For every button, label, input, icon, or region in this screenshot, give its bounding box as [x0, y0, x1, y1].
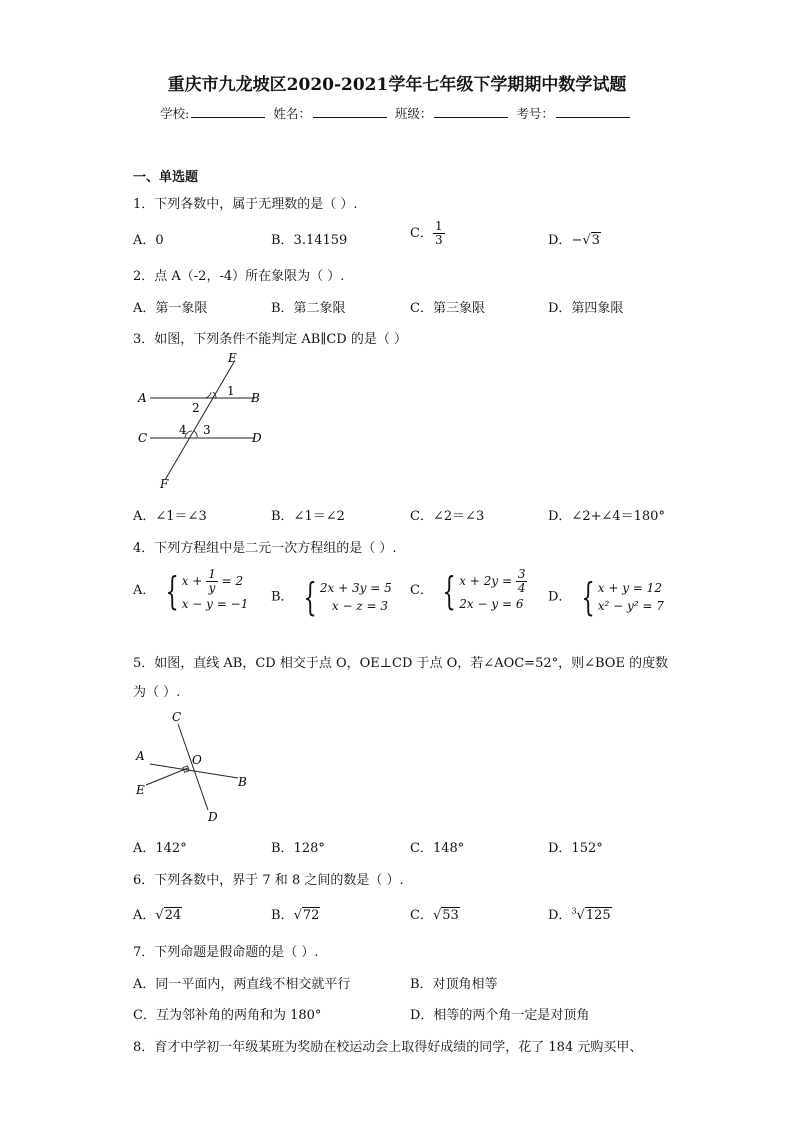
label-c: C: [138, 431, 148, 445]
equation-system-a: [160, 568, 249, 613]
row-fraction: [516, 568, 528, 595]
system-c-row-2: 2x − y = 6: [459, 597, 524, 611]
q6-option-d-prefix: D．: [548, 908, 572, 923]
class-label: 班级：: [394, 106, 433, 121]
q1-option-d-prefix: D．: [548, 233, 572, 248]
label-b: B: [238, 775, 247, 789]
q4-option-a: [133, 568, 248, 613]
q3-option-b: B．∠1＝∠2: [271, 509, 345, 524]
page-title: 重庆市九龙坡区2020-2021学年七年级下学期期中数学试题: [167, 75, 627, 95]
equation-system-d: [576, 575, 664, 619]
school-blank: [191, 105, 265, 118]
school-label: 学校:: [160, 106, 190, 121]
name-blank: [313, 105, 387, 118]
q3-option-a: A．∠1＝∠3: [133, 509, 207, 524]
q1-option-a: A．0: [133, 233, 164, 248]
label-e: E: [136, 783, 145, 797]
angle-label-2: 2: [192, 401, 200, 415]
q1-option-d: [548, 229, 601, 248]
system-b-row-2: x − z = 3: [331, 599, 388, 613]
radicand: 125: [585, 908, 611, 923]
q3-option-d: D．∠2+∠4＝180°: [548, 509, 665, 524]
brace-icon: {: [303, 575, 317, 619]
line-cd: [178, 724, 208, 810]
q5-option-d: D．152°: [548, 841, 603, 856]
q1-option-c-prefix: C．: [410, 226, 433, 241]
q4-option-b: [271, 575, 392, 619]
fraction-denominator: 3: [434, 233, 443, 247]
equation-system-b: [298, 575, 392, 619]
q6-option-c: [410, 904, 460, 923]
row-prefix: x + 2y =: [459, 574, 513, 588]
sqrt-icon: √: [576, 908, 585, 923]
row-fraction: [206, 568, 218, 595]
angle-label-1: 1: [227, 384, 235, 398]
intersecting-lines-figure: [130, 706, 260, 826]
id-blank: [556, 105, 630, 118]
label-c: C: [172, 710, 182, 724]
fraction-numerator: 1: [208, 567, 216, 581]
q6-option-d: [548, 904, 612, 923]
question-6-stem: 6．下列各数中，界于 7 和 8 之间的数是（ ）.: [133, 873, 404, 888]
system-b-row-1: 2x + 3y = 5: [319, 581, 392, 595]
q6-option-c-prefix: C．: [410, 908, 433, 923]
q5-option-b: B．128°: [271, 841, 325, 856]
ray-oe: [146, 768, 188, 785]
q4-option-c-prefix: C．: [410, 583, 433, 598]
label-d: D: [208, 810, 218, 824]
minus-sign: −: [571, 233, 583, 248]
angle-arc-2: [204, 392, 211, 398]
fraction-numerator: 3: [517, 567, 526, 581]
question-1-stem: 1．下列各数中，属于无理数的是（ ）.: [133, 197, 358, 212]
q1-option-c-fraction: [433, 220, 445, 247]
system-a-row-2: x − y = −1: [181, 597, 249, 611]
system-d-row-2: x² − y² = 7: [597, 599, 664, 613]
name-label: 姓名：: [273, 106, 311, 121]
q2-option-d: D．第四象限: [548, 301, 624, 316]
angle-label-4: 4: [179, 423, 187, 437]
question-3-stem: 3．如图，下列条件不能判定 AB∥CD 的是（ ）: [133, 332, 407, 347]
brace-icon: {: [581, 575, 595, 619]
system-c-row-1: [459, 568, 527, 595]
angle-arc-3: [194, 431, 197, 438]
q5-option-a: A．142°: [133, 841, 187, 856]
fraction-denominator: y: [208, 581, 216, 595]
system-a-row-1: [182, 568, 249, 595]
brace-icon: {: [164, 568, 179, 613]
fraction-denominator: 4: [517, 581, 526, 595]
q6-option-b-prefix: B．: [271, 908, 294, 923]
question-8-stem: 8．育才中学初一年级某班为奖励在校运动会上取得好成绩的同学，花了 184 元购买甲、: [133, 1040, 643, 1055]
label-d: D: [252, 431, 262, 445]
q5-option-c: C．148°: [410, 841, 465, 856]
fraction-numerator: 1: [434, 219, 443, 233]
system-d-row-1: x + y = 12: [597, 581, 662, 595]
label-a: A: [136, 749, 145, 763]
q7-option-b: B．对顶角相等: [410, 977, 498, 992]
q2-option-b: B．第二象限: [271, 301, 346, 316]
question-5-stem-line-1: 5．如图，直线 AB，CD 相交于点 O，OE⊥CD 于点 O，若∠AOC=52°，则∠BOE 的度数: [133, 656, 669, 671]
question-5-stem-line-2: 为（ ）.: [133, 685, 181, 700]
radicand: 3: [591, 233, 600, 248]
label-f: F: [160, 477, 169, 491]
q3-option-c: C．∠2＝∠3: [410, 509, 485, 524]
id-label: 考号：: [516, 106, 554, 121]
row-suffix: = 2: [221, 574, 244, 588]
q7-option-d: D．相等的两个角一定是对顶角: [410, 1008, 590, 1023]
q1-option-b: B．3.14159: [271, 233, 348, 248]
radicand: 53: [442, 908, 459, 923]
q6-option-a-prefix: A．: [133, 908, 156, 923]
root-index: 3: [571, 906, 577, 916]
brace-icon: {: [442, 568, 456, 613]
section-heading: 一、单选题: [133, 170, 199, 185]
sqrt-icon: √: [582, 233, 591, 248]
question-7-stem: 7．下列命题是假命题的是（ ）.: [133, 945, 319, 960]
q6-option-b: [271, 904, 320, 923]
parallel-lines-figure: [130, 350, 280, 495]
q7-option-a: A．同一平面内，两直线不相交就平行: [133, 977, 351, 992]
radicand: 24: [164, 908, 182, 923]
q2-option-c: C．第三象限: [410, 301, 485, 316]
angle-label-3: 3: [203, 423, 211, 437]
student-info-line: [0, 104, 794, 122]
q2-option-a: A．第一象限: [133, 301, 208, 316]
question-4-stem: 4．下列方程组中是二元一次方程组的是（ ）.: [133, 541, 397, 556]
sqrt-icon: √: [432, 908, 442, 923]
sqrt-icon: √: [155, 908, 164, 923]
q1-option-c: [410, 220, 445, 247]
q4-option-d: [548, 575, 664, 619]
q7-option-c: C．互为邻补角的两角和为 180°: [133, 1008, 322, 1023]
q4-option-b-prefix: B．: [271, 589, 294, 605]
radicand: 72: [302, 908, 320, 923]
label-o: O: [192, 753, 202, 767]
label-b: B: [251, 391, 260, 405]
row-prefix: x +: [181, 574, 203, 588]
equation-system-c: [437, 568, 527, 613]
q4-option-c: [410, 568, 527, 613]
label-a: A: [138, 391, 147, 405]
question-2-stem: 2．点 A（-2，-4）所在象限为（ ）.: [133, 269, 345, 284]
q4-option-a-prefix: A．: [133, 583, 156, 598]
sqrt-icon: √: [293, 908, 302, 923]
line-ef: [165, 362, 234, 480]
q4-option-d-prefix: D．: [548, 589, 572, 605]
q6-option-a: [133, 904, 182, 923]
label-e: E: [228, 351, 237, 365]
class-blank: [434, 105, 508, 118]
